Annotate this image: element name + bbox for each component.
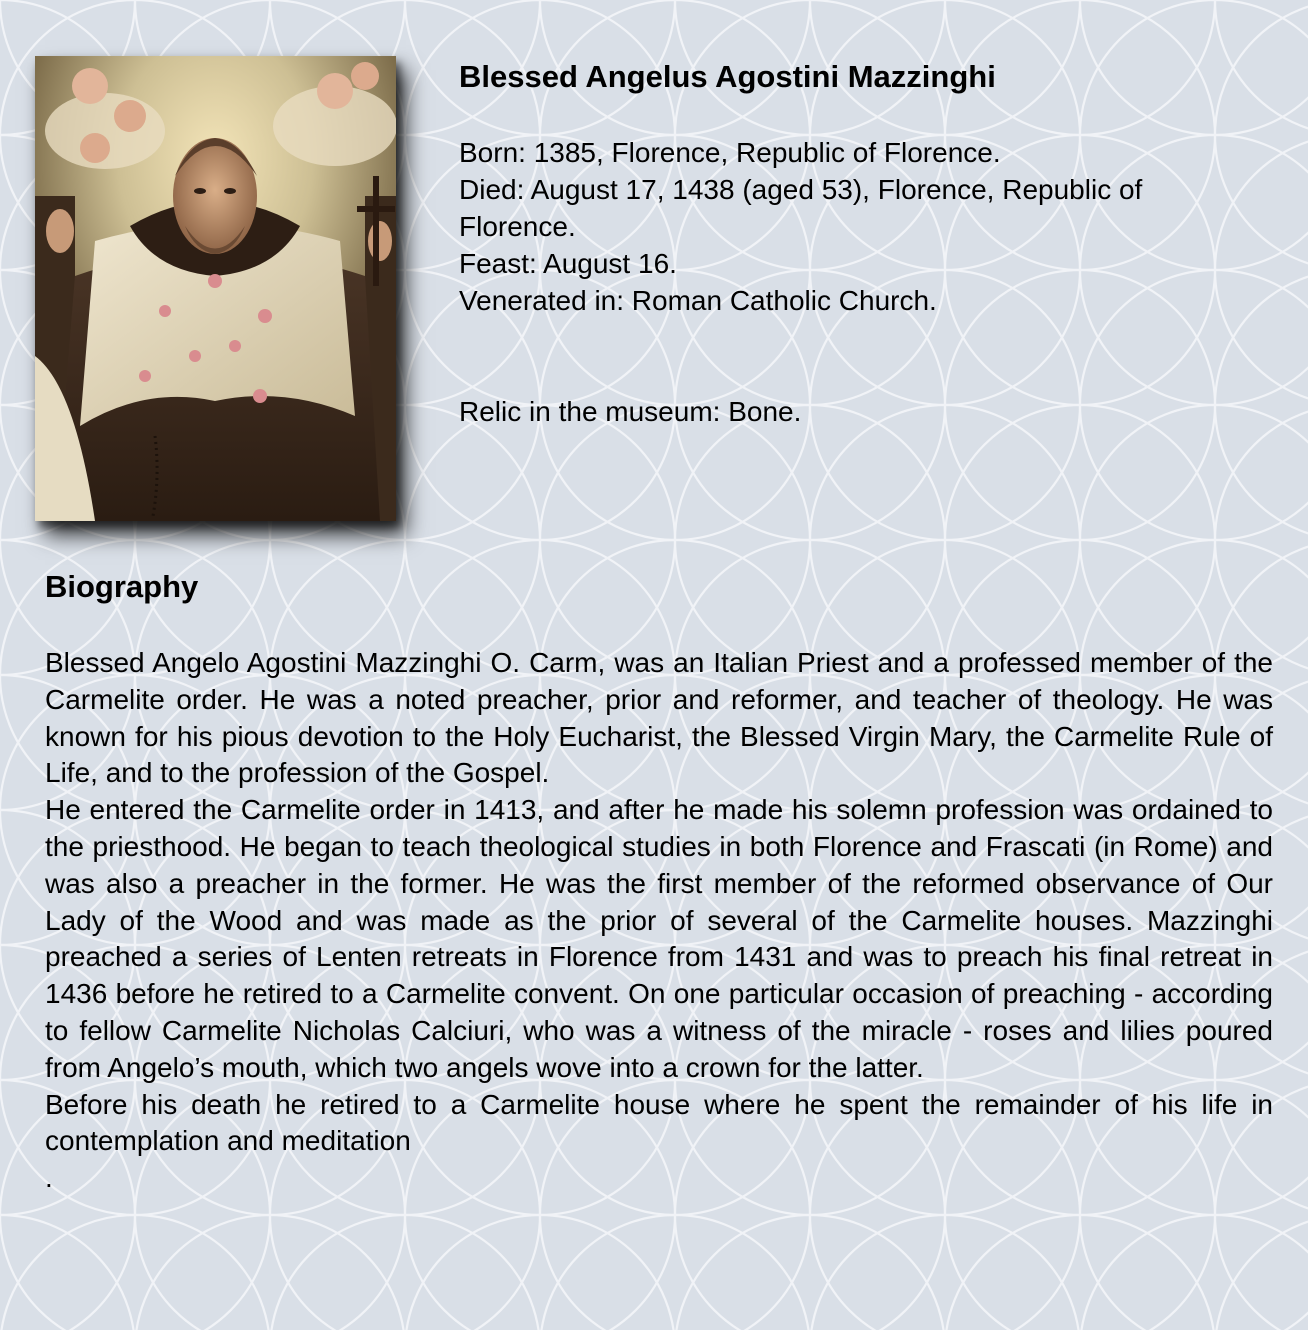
saint-facts [459, 134, 1219, 319]
portrait-painting [35, 56, 396, 521]
died-fact: Died: August 17, 1438 (aged 53), Florence, Republic of Florence. [459, 174, 1143, 242]
saint-portrait [35, 56, 396, 521]
biography-text [45, 645, 1273, 1197]
biography-paragraph: Before his death he retired to a Carmelite house where he spent the remainder of his life in contemplation and meditation [45, 1088, 1273, 1157]
saint-name-title: Blessed Angelus Agostini Mazzinghi [459, 59, 996, 94]
relic-fact: Relic in the museum: Bone. [459, 396, 802, 427]
biography-paragraph: . [45, 1162, 53, 1194]
venerated-fact: Venerated in: Roman Catholic Church. [459, 285, 937, 316]
saint-info [459, 58, 1219, 430]
biography-heading: Biography [45, 569, 199, 604]
biography-paragraph: He entered the Carmelite order in 1413, and after he made his solemn profession was ordained to the priesthood. He began to teach theological studies in both Florence and Frascati (in Rome) and was also a preacher in the former. He was the first member of the reformed observance of Our Lady of the Wood and was made as the prior of several of the Carmelite houses. Mazzinghi preached a series of Lenten retreats in Florence from 1431 and was to preach his final retreat in 1436 before he retired to a Carmelite convent. On one particular occasion of preaching - according to fellow Carmelite Nicholas Calciuri, who was a witness of the miracle - roses and lilies poured from Angelo’s mouth, which two angels wove into a crown for the latter. [45, 794, 1273, 1083]
feast-fact: Feast: August 16. [459, 248, 677, 279]
born-fact: Born: 1385, Florence, Republic of Florence. [459, 137, 1001, 168]
biography-paragraph: Blessed Angelo Agostini Mazzinghi O. Carm, was an Italian Priest and a professed member of the Carmelite order. He was a noted preacher, prior and reformer, and teacher of theology. He was known for his pious devotion to the Holy Eucharist, the Blessed Virgin Mary, the Carmelite Rule of Life, and to the profession of the Gospel. [45, 647, 1273, 789]
